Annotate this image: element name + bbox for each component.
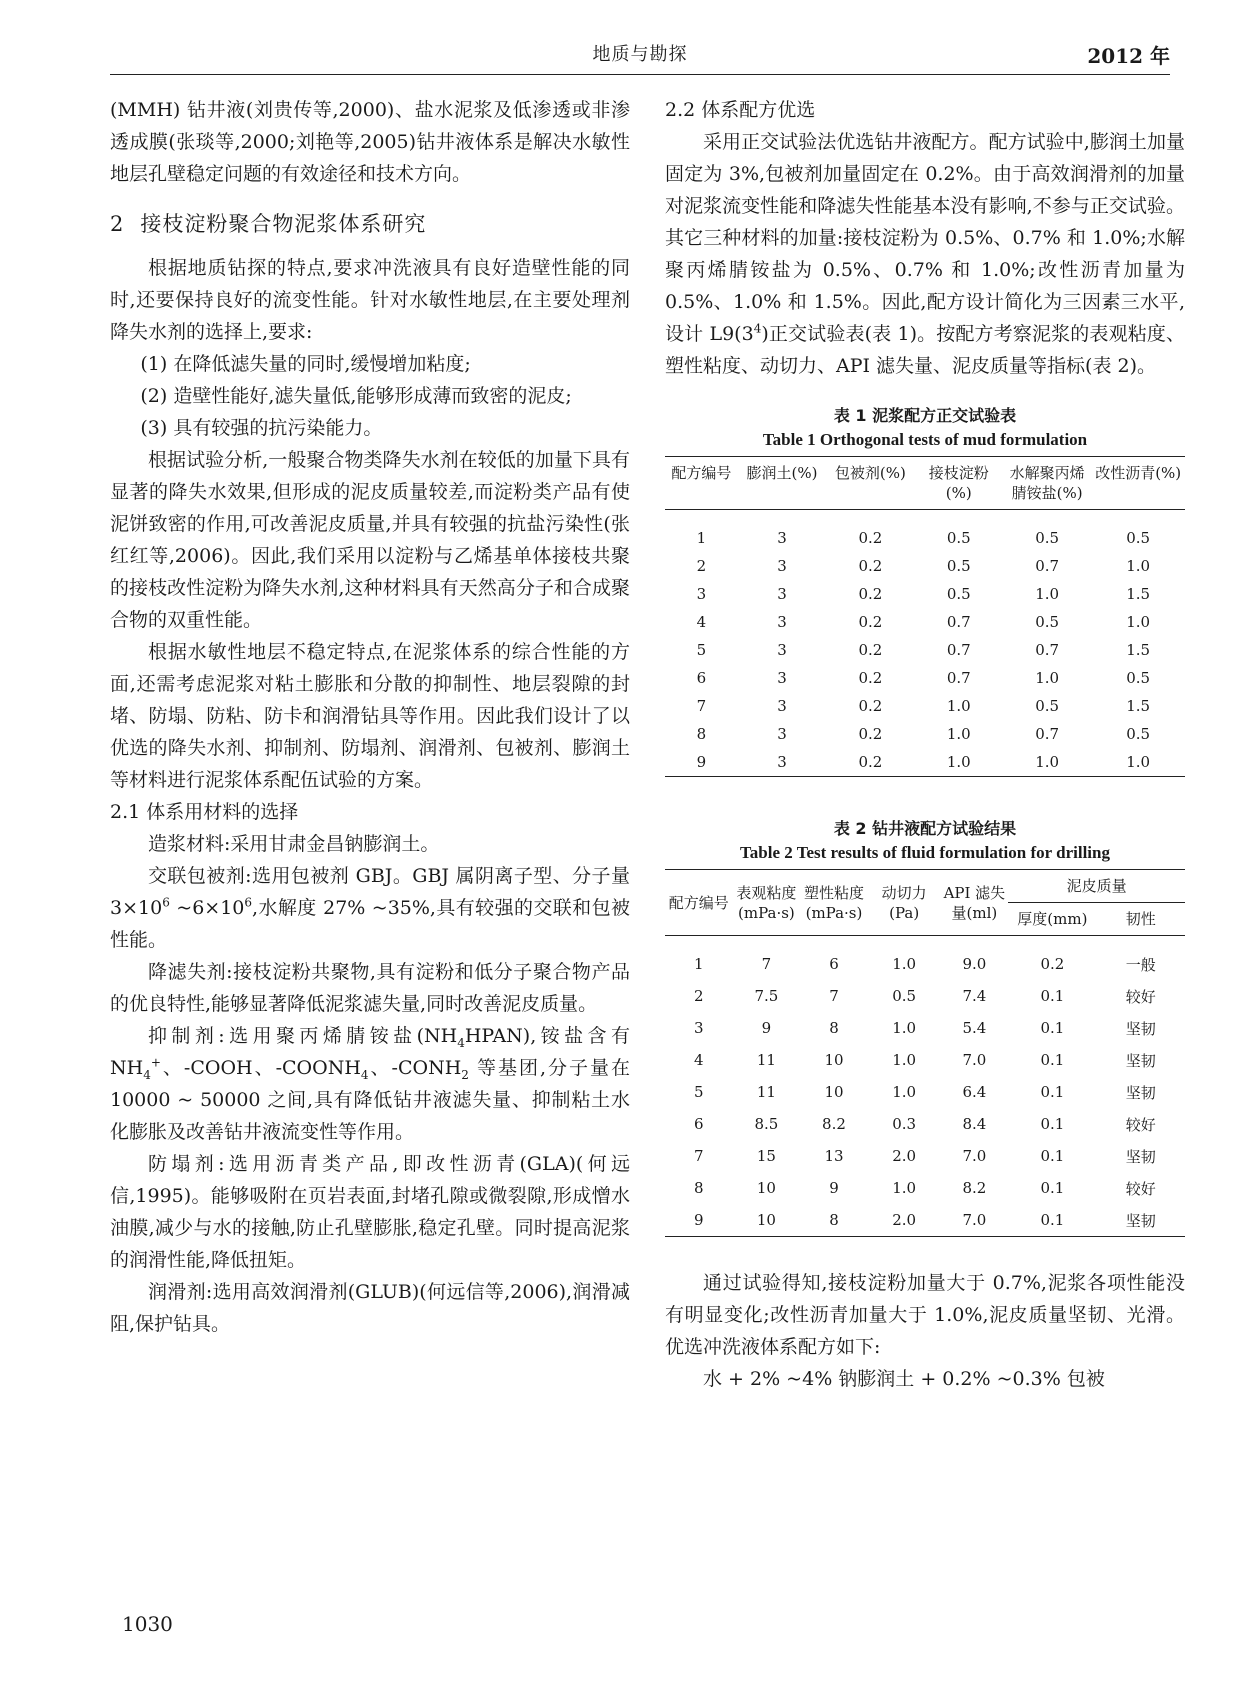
table-row [665, 636, 1185, 664]
table-cell: 7.0 [962, 1211, 987, 1229]
table-cell: 13 [824, 1147, 844, 1165]
table-cell: 8 [829, 1019, 839, 1037]
paragraph: 防塌剂:选用沥青类产品,即改性沥青(GLA)(何远信,1995)。能够吸附在页岩表面,封堵孔隙或微裂隙,形成憎水油膜,减少与水的接触,防止孔壁膨胀,稳定孔壁。同时提高泥浆的润滑性能,降低扭矩。 [110, 1153, 630, 1271]
table-cell: 0.2 [858, 697, 883, 715]
table-row [665, 1204, 1185, 1237]
table-cell: 0.1 [1040, 1019, 1065, 1037]
table-cell: 0.1 [1040, 1051, 1065, 1069]
table-cell: 0.1 [1040, 1115, 1065, 1133]
table-cell: 6 [829, 955, 839, 973]
table-cell: 8.2 [962, 1179, 987, 1197]
table-cell: 1.0 [1126, 557, 1151, 575]
table-cell: 9 [694, 1211, 704, 1229]
table-cell: 2.0 [892, 1211, 917, 1229]
table-cell: 1.0 [892, 1019, 917, 1037]
table-cell: 11 [756, 1083, 776, 1101]
table-header-cell: 包被剂(%) [834, 464, 906, 482]
table-cell: 0.3 [892, 1115, 917, 1133]
table-header-cell: 改性沥青(%) [1095, 464, 1182, 482]
table-cell: 0.1 [1040, 1211, 1065, 1229]
table-cell: 0.2 [1040, 955, 1065, 973]
running-header [110, 40, 1170, 75]
table-cell: 0.1 [1040, 1179, 1065, 1197]
table-header-cell: 水解聚丙烯腈铵盐(%) [1009, 464, 1085, 502]
table-header-cell: 接枝淀粉(%) [928, 464, 989, 502]
table-cell: 8.4 [962, 1115, 987, 1133]
table-cell: 7 [829, 987, 839, 1005]
table-cell: 3 [777, 585, 787, 603]
table-cell: 10 [824, 1051, 844, 1069]
right-column [665, 94, 1185, 1395]
list-item: (2) 造壁性能好,滤失量低,能够形成薄而致密的泥皮; [140, 385, 572, 407]
paragraph: 采用正交试验法优选钻井液配方。配方试验中,膨润土加量固定为 3%,包被剂加量固定在 0.2%。由于高效润滑剂的加量对泥浆流变性能和降滤失性能基本没有影响,不参与正交试验。其它三种材料的加量:接枝淀粉为 0.5%、0.7% 和 1.0%;水解聚丙烯腈铵盐为 0.5%、0.7% 和 1.0%;改性沥青加量为 0.5%、1.0% 和 1.5%。因此,配方设计简化为三因素三水平,设计 $L9(3^4)$正交试验表(表 1)。按配方考察泥浆的表观粘度、塑性粘度、动切力、API 滤失量、泥皮质量等指标(表 2)。 [665, 131, 1185, 377]
table-cell: 1.0 [892, 1179, 917, 1197]
paragraph: 润滑剂:选用高效润滑剂(GLUB)(何远信等,2006),润滑减阻,保护钻具。 [110, 1281, 630, 1335]
table-cell: 6 [696, 669, 707, 687]
table-cell: 0.2 [858, 585, 883, 603]
table-cell: 0.2 [858, 557, 883, 575]
list-item: (3) 具有较强的抗污染能力。 [140, 417, 383, 439]
paragraph: 造浆材料:采用甘肃金昌钠膨润土。 [148, 833, 440, 855]
table-cell: 8 [694, 1179, 704, 1197]
table-cell: 0.2 [858, 725, 883, 743]
table-cell: 0.2 [858, 669, 883, 687]
table-row [665, 1076, 1185, 1108]
table-cell: 7 [694, 1147, 704, 1165]
table-cell: 7.4 [962, 987, 987, 1005]
table-cell: 5 [696, 641, 707, 659]
table-cell: 3 [696, 585, 707, 603]
table-cell: 0.5 [1035, 697, 1060, 715]
paragraph: (MMH) 钻井液(刘贵传等,2000)、盐水泥浆及低渗透或非渗透成膜(张琰等,2000;刘艳等,2005)钻井液体系是解决水敏性地层孔壁稳定问题的有效途径和技术方向。 [110, 99, 630, 185]
table1-caption-cn: 表 1 泥浆配方正交试验表 [833, 406, 1017, 425]
paragraph: 降滤失剂:接枝淀粉共聚物,具有淀粉和低分子聚合物产品的优良特性,能够显著降低泥浆滤失量,同时改善泥皮质量。 [110, 961, 630, 1015]
table-cell: 9 [829, 1179, 839, 1197]
table-cell: 0.5 [1126, 529, 1151, 547]
table-cell: 10 [756, 1179, 776, 1197]
table-cell: 1 [696, 529, 707, 547]
table-cell: 3 [777, 753, 787, 771]
table-cell: 2.0 [892, 1147, 917, 1165]
table-cell: 7 [696, 697, 707, 715]
table-cell: 1.0 [946, 697, 971, 715]
table-cell: 6.4 [962, 1083, 987, 1101]
table-cell: 7 [761, 955, 772, 973]
table-cell: 0.2 [858, 529, 883, 547]
table-cell: 坚韧 [1125, 1051, 1156, 1070]
table-cell: 0.5 [1035, 613, 1060, 631]
table-cell: 1.0 [1035, 753, 1060, 771]
table-subheader-cell: 韧性 [1125, 910, 1156, 928]
table1 [665, 456, 1185, 777]
journal-name: 地质与勘探 [592, 44, 688, 65]
table-cell: 1.0 [892, 955, 917, 973]
table-cell: 坚韧 [1125, 1083, 1156, 1102]
table-cell: 1.5 [1126, 697, 1151, 715]
table-cell: 0.5 [1126, 669, 1151, 687]
table-cell: 3 [777, 641, 787, 659]
table-cell: 0.5 [946, 557, 971, 575]
table-cell: 0.1 [1040, 987, 1065, 1005]
table-row [665, 1108, 1185, 1140]
table-row [665, 580, 1185, 608]
table-cell: 1.0 [1126, 753, 1151, 771]
issue-year: 2012 年 [1087, 44, 1170, 68]
table-cell: 0.7 [946, 669, 971, 687]
table-cell: 1.5 [1126, 585, 1151, 603]
table-header-cell: 表观粘度(mPa·s) [736, 883, 797, 922]
paragraph: 根据试验分析,一般聚合物类降失水剂在较低的加量下具有显著的降失水效果,但形成的泥皮质量较差,而淀粉类产品有使泥饼致密的作用,可改善泥皮质量,并具有较强的抗盐污染性(张红红等,2006)。因此,我们采用以淀粉与乙烯基单体接枝共聚的接枝改性淀粉为降失水剂,这种材料具有天然高分子和合成聚合物的双重性能。 [110, 449, 630, 631]
table-cell: 8.2 [822, 1115, 846, 1133]
table-cell: 3 [777, 725, 787, 743]
table-cell: 0.5 [892, 987, 917, 1005]
paragraph: 交联包被剂:选用包被剂 GBJ。GBJ 属阴离子型、分子量 $3\times 10^6$ $\sim 6\times 10^6$,水解度 27% ~35%,具有较强的交联和包被性能。 [110, 865, 630, 951]
table-cell: 10 [824, 1083, 844, 1101]
table-cell: 0.5 [946, 529, 971, 547]
table-cell: 0.2 [858, 613, 883, 631]
table-cell: 3 [694, 1019, 704, 1037]
table-row [665, 980, 1185, 1012]
table-cell: 1.0 [892, 1083, 917, 1101]
table-row [665, 1140, 1185, 1172]
table2-caption-en: Table 2 Test results of fluid formulation for drilling [740, 843, 1110, 862]
table-cell: 9 [761, 1019, 772, 1037]
table-cell: 2 [694, 987, 704, 1005]
table-row [665, 1172, 1185, 1204]
table1-caption-en: Table 1 Orthogonal tests of mud formulation [762, 430, 1088, 449]
table-cell: 1.0 [892, 1051, 917, 1069]
left-column [110, 94, 630, 1340]
paragraph: 根据地质钻探的特点,要求冲洗液具有良好造壁性能的同时,还要保持良好的流变性能。针对水敏性地层,在主要处理剂降失水剂的选择上,要求: [110, 257, 630, 343]
table-cell: 15 [756, 1147, 776, 1165]
table-header-cell: 配方编号 [668, 893, 729, 912]
table-cell: 8.5 [754, 1115, 779, 1133]
table-cell: 5.4 [962, 1019, 987, 1037]
table-cell: 较好 [1125, 987, 1156, 1006]
table-row [665, 720, 1185, 748]
table-row [665, 664, 1185, 692]
table-row [665, 510, 1185, 553]
table-cell: 较好 [1125, 1115, 1156, 1134]
table-cell: 4 [696, 613, 707, 631]
section-heading: 2 接枝淀粉聚合物泥浆体系研究 [110, 212, 427, 236]
table-cell: 7.0 [962, 1051, 987, 1069]
table-cell: 4 [694, 1051, 704, 1069]
table-cell: 5 [694, 1083, 704, 1101]
table-header-cell: 配方编号 [671, 464, 732, 482]
table-cell: 0.1 [1040, 1147, 1065, 1165]
table-row [665, 1012, 1185, 1044]
table-cell: 8 [696, 725, 707, 743]
table-header-cell: API 滤失量(ml) [943, 883, 1006, 922]
list-item: (1) 在降低滤失量的同时,缓慢增加粘度; [140, 353, 471, 375]
table-cell: 1.0 [1035, 669, 1060, 687]
table2 [665, 869, 1185, 1237]
table-cell: 3 [777, 557, 787, 575]
paragraph: 抑制剂:选用聚丙烯腈铵盐$(NH_4HPAN)$,铵盐含有 $NH_4^+$、-COOH、$-COONH_4$、$-CONH_2$ 等基团,分子量在 10000 ~ 50000 之间,具有降低钻井液滤失量、抑制粘土水化膨胀及改善钻井液流变性等作用。 [110, 1025, 630, 1143]
table-cell: 坚韧 [1125, 1211, 1156, 1230]
table-cell: 7.0 [962, 1147, 987, 1165]
table-header-cell: 塑性粘度(mPa·s) [803, 883, 864, 922]
table-cell: 0.5 [946, 585, 971, 603]
table-cell: 3 [777, 697, 787, 715]
table-cell: 0.7 [946, 613, 971, 631]
table-subheader-cell: 厚度(mm) [1017, 910, 1088, 928]
table-cell: 3 [777, 613, 787, 631]
subsection-heading: 2.2 体系配方优选 [665, 99, 816, 121]
table-cell: 0.7 [946, 641, 971, 659]
table-cell: 2 [696, 557, 707, 575]
table-cell: 0.7 [1035, 557, 1060, 575]
table-cell: 1.0 [946, 753, 971, 771]
table-cell: 0.2 [858, 753, 883, 771]
table-cell: 3 [777, 669, 787, 687]
table-header-cell: 泥皮质量 [1008, 870, 1185, 903]
table-row [665, 692, 1185, 720]
paragraph: 根据水敏性地层不稳定特点,在泥浆体系的综合性能的方面,还需考虑泥浆对粘土膨胀和分散的抑制性、地层裂隙的封堵、防塌、防粘、防卡和润滑钻具等作用。因此我们设计了以优选的降失水剂、抑制剂、防塌剂、润滑剂、包被剂、膨润土等材料进行泥浆体系配伍试验的方案。 [110, 641, 630, 791]
table-cell: 0.2 [858, 641, 883, 659]
table-cell: 1.0 [1035, 585, 1060, 603]
table-cell: 坚韧 [1125, 1019, 1156, 1038]
table-row [665, 748, 1185, 777]
subsection-heading: 2.1 体系用材料的选择 [110, 801, 299, 823]
page-number: 1030 [122, 1612, 173, 1636]
table-cell: 8 [829, 1211, 839, 1229]
table-cell: 7.5 [754, 987, 779, 1005]
table-cell: 10 [756, 1211, 776, 1229]
table-cell: 0.5 [1126, 725, 1151, 743]
table-cell: 较好 [1125, 1179, 1156, 1198]
table-row [665, 552, 1185, 580]
table-cell: 0.5 [1035, 529, 1060, 547]
table-cell: 坚韧 [1125, 1147, 1156, 1166]
table-cell: 1.0 [946, 725, 971, 743]
table-cell: 6 [694, 1115, 704, 1133]
table-cell: 一般 [1125, 955, 1156, 974]
table-cell: 0.7 [1035, 725, 1060, 743]
table-cell: 9 [696, 753, 707, 771]
table-row [665, 1044, 1185, 1076]
table-header-cell: 动切力(Pa) [881, 883, 927, 922]
table-row [665, 936, 1185, 981]
paragraph: 水 + 2% ~4% 钠膨润土 + 0.2% ~0.3% 包被 [703, 1368, 1105, 1390]
table-cell: 1 [694, 955, 704, 973]
table-cell: 0.7 [1035, 641, 1060, 659]
table-header-cell: 膨润土(%) [746, 464, 818, 482]
table-cell: 3 [777, 529, 787, 547]
table-cell: 9.0 [962, 955, 987, 973]
table-cell: 1.5 [1126, 641, 1151, 659]
table-cell: 1.0 [1126, 613, 1151, 631]
table-row [665, 608, 1185, 636]
table-cell: 11 [756, 1051, 776, 1069]
table-cell: 0.1 [1040, 1083, 1065, 1101]
table2-caption-cn: 表 2 钻井液配方试验结果 [833, 819, 1017, 838]
paragraph: 通过试验得知,接枝淀粉加量大于 0.7%,泥浆各项性能没有明显变化;改性沥青加量大于 1.0%,泥皮质量坚韧、光滑。优选冲洗液体系配方如下: [665, 1272, 1185, 1358]
